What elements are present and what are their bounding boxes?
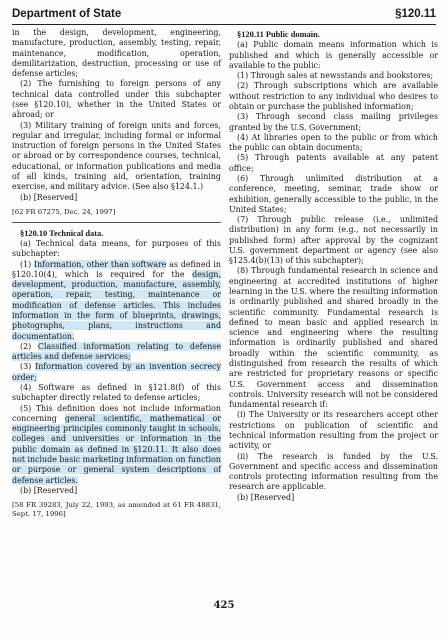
paragraph: (2) The furnishing to foreign persons of any technical data controlled under this subchapter (see §120.10), whether in the United States or abroad; or bbox=[12, 79, 221, 120]
paragraph: (a) Technical data means, for purposes of this subchapter: bbox=[12, 239, 221, 259]
section-number: §120.11 bbox=[395, 8, 436, 20]
text: (5) This definition does not include information concerning bbox=[12, 403, 221, 423]
list-item: (8) Through fundamental research in science and engineering at accredited institutions of higher learning in the U.S. where the resulting information is ordinarily published and shared broadly in the scientific community. Fundamental research is defined to mean basic and applied research in science and engineering where the resulting information is ordinarily published and shared broadly within the scientific community, as distinguished from research the results of which are restricted for proprietary reasons or specific U.S. Government access and dissemination controls. University research will not be considered fundamental research if: bbox=[229, 266, 438, 410]
sub-item: (ii) The research is funded by the U.S. Government and specific access and dissemination controls protecting information resulting from the research are applicable. bbox=[229, 451, 438, 492]
continued-paragraph: in the design, development, engineering, manufacture, production, assembly, testing, repair, maintenance, modification, operation, demilitarization, destruction, processing or use of defense articles; bbox=[12, 28, 221, 79]
text: (1) bbox=[20, 259, 34, 269]
running-header bbox=[12, 6, 436, 25]
paragraph: (3) Military training of foreign units and forces, regular and irregular, including formal or informal instruction of foreign persons in the United States or abroad or by correspondence courses, technical, educational, or information publications and media of all kinds, training aid, orientation, training exercise, and military advice. (See also §124.1.) bbox=[12, 120, 221, 192]
highlighted-text[interactable]: Information, other than software bbox=[33, 259, 167, 269]
list-item: (4) At libraries open to the public or from which the public can obtain documents; bbox=[229, 132, 438, 153]
reserved-paragraph: (b) [Reserved] bbox=[20, 192, 78, 202]
source-note: [62 FR 67275, Dec. 24, 1997] bbox=[12, 207, 116, 216]
section-heading: §120.11 Public domain. bbox=[237, 30, 320, 39]
paragraph: (4) Software as defined in §121.8(f) of this subchapter directly related to defense articles; bbox=[12, 383, 221, 403]
paragraph bbox=[12, 260, 221, 342]
paragraph bbox=[12, 404, 221, 486]
list-item: (5) Through patents available at any patent office; bbox=[229, 153, 438, 173]
agency-title: Department of State bbox=[12, 8, 122, 20]
highlighted-text[interactable]: Information covered by an invention secrecy order; bbox=[12, 362, 221, 382]
highlighted-text[interactable]: general scientific, mathematical or engineering principles commonly taught in schools, colleges and universities or information in the public domain as defined in §120.11. It also does not include basic marketing information on function or purpose or general system descriptions of defense articles. bbox=[12, 413, 222, 485]
list-item: (3) Through second class mailing privileges granted by the U.S. Government; bbox=[229, 112, 438, 132]
text: (2) bbox=[20, 341, 38, 351]
paragraph bbox=[12, 362, 221, 383]
left-column bbox=[12, 28, 221, 524]
page-number: 425 bbox=[213, 600, 235, 611]
text: as defined in §120.10(4), which is required for the bbox=[12, 259, 221, 279]
list-item: (2) Through subscriptions which are available without restriction to any individual who desires to obtain or purchase the published information; bbox=[229, 81, 438, 111]
list-item: (6) Through unlimited distribution at a conference, meeting, seminar, trade show or exhibition, generally accessible to the public, in the United States; bbox=[229, 173, 438, 214]
source-note: [58 FR 39283, July 22, 1993, as amended at 61 FR 48831, Sept. 17, 1996] bbox=[12, 501, 221, 519]
paragraph bbox=[12, 342, 221, 363]
highlighted-text[interactable]: design, development, production, manufacture, assembly, operation, repair, testing, maintenance or modification of defense articles. This includes information in the form of blueprints, drawings, photographs, plans, instructions and documentation. bbox=[12, 269, 221, 341]
highlighted-text[interactable]: Classified information relating to defense articles and defense services; bbox=[12, 341, 222, 362]
list-item: (7) Through public release (i.e., unlimited distribution) in any form (e.g., not necessarily in published form) after approval by the cognizant U.S. government department or agency (see also §125.4(b)(13) of this subchapter); bbox=[229, 215, 438, 266]
reserved-paragraph: (b) [Reserved] bbox=[237, 492, 295, 502]
sub-item: (i) The University or its researchers accept other restrictions on publication of scientific and technical information resulting from the project or activity, or bbox=[229, 410, 438, 451]
list-item: (1) Through sales at newsstands and bookstores; bbox=[237, 71, 434, 81]
text: (3) bbox=[20, 362, 36, 372]
paragraph: (a) Public domain means information which is published and which is generally accessible or available to the public: bbox=[229, 40, 438, 70]
divider bbox=[12, 222, 221, 223]
section-heading: §120.10 Technical data. bbox=[20, 228, 104, 238]
right-column bbox=[229, 28, 438, 503]
reserved-paragraph: (b) [Reserved] bbox=[20, 485, 78, 495]
